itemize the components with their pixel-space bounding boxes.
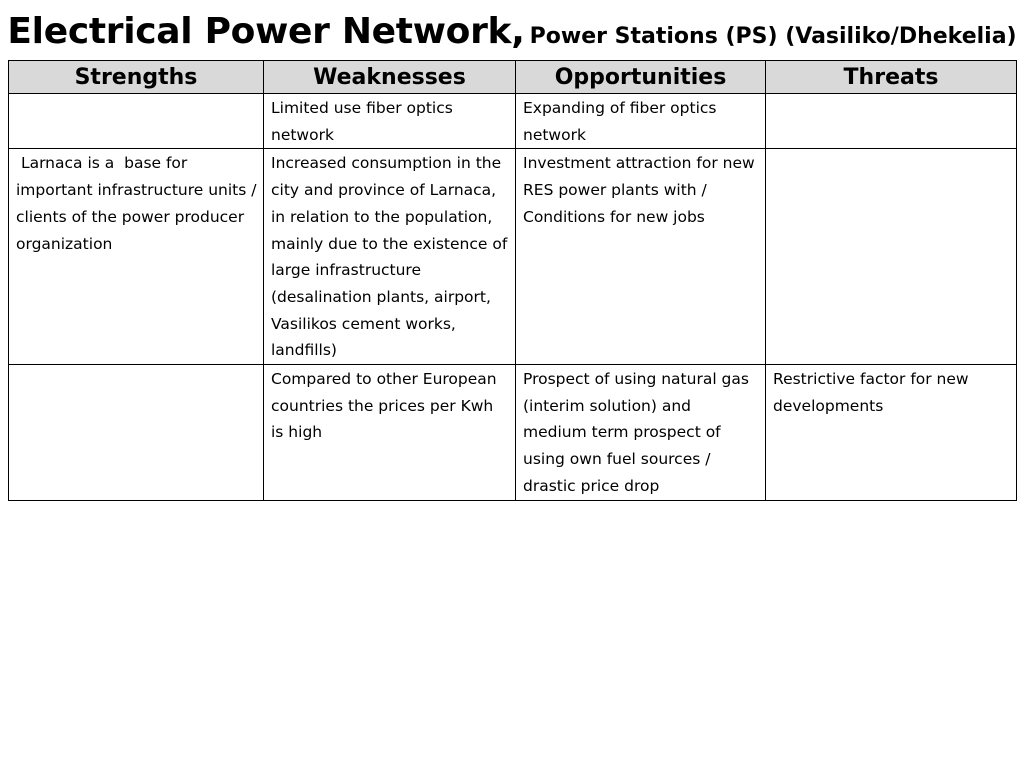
- header-row: [9, 61, 1017, 94]
- table-row: [9, 149, 1017, 365]
- header-weaknesses: Weaknesses: [264, 61, 516, 94]
- cell-text: Expanding of fiber optics network: [523, 99, 722, 144]
- cell-weaknesses: [264, 365, 516, 501]
- cell-opportunities: [516, 94, 766, 149]
- cell-weaknesses: [264, 94, 516, 149]
- cell-text: Limited use fiber optics network: [271, 99, 458, 144]
- title-subtitle: Power Stations (PS) (Vasiliko/Dhekelia): [529, 24, 1017, 49]
- title-main: Electrical Power Network,: [7, 11, 525, 52]
- cell-strengths: [9, 365, 264, 501]
- table-row: [9, 365, 1017, 501]
- cell-text: Larnaca is a base for important infrastructure units / clients of the power producer organization: [16, 154, 262, 253]
- header-strengths: Strengths: [9, 61, 264, 94]
- cell-opportunities: [516, 365, 766, 501]
- cell-strengths: [9, 94, 264, 149]
- cell-weaknesses: [264, 149, 516, 365]
- cell-threats: [766, 94, 1017, 149]
- cell-text: Prospect of using natural gas (interim solution) and medium term prospect of using own fuel sources / drastic price drop: [523, 370, 754, 495]
- cell-opportunities: [516, 149, 766, 365]
- cell-text: Compared to other European countries the prices per Kwh is high: [271, 370, 502, 442]
- cell-threats: [766, 149, 1017, 365]
- cell-text: Restrictive factor for new developments: [773, 370, 974, 415]
- cell-text: Investment attraction for new RES power plants with / Conditions for new jobs: [523, 154, 760, 226]
- cell-threats: [766, 365, 1017, 501]
- slide-title: [0, 8, 1024, 62]
- swot-table: [8, 60, 1017, 501]
- header-opportunities: Opportunities: [516, 61, 766, 94]
- header-threats: Threats: [766, 61, 1017, 94]
- cell-strengths: [9, 149, 264, 365]
- table-row: [9, 94, 1017, 149]
- cell-text: Increased consumption in the city and province of Larnaca, in relation to the population, mainly due to the existence of large infrastructure (desalination plants, airport, Vasilikos cement works, landfills): [271, 154, 513, 360]
